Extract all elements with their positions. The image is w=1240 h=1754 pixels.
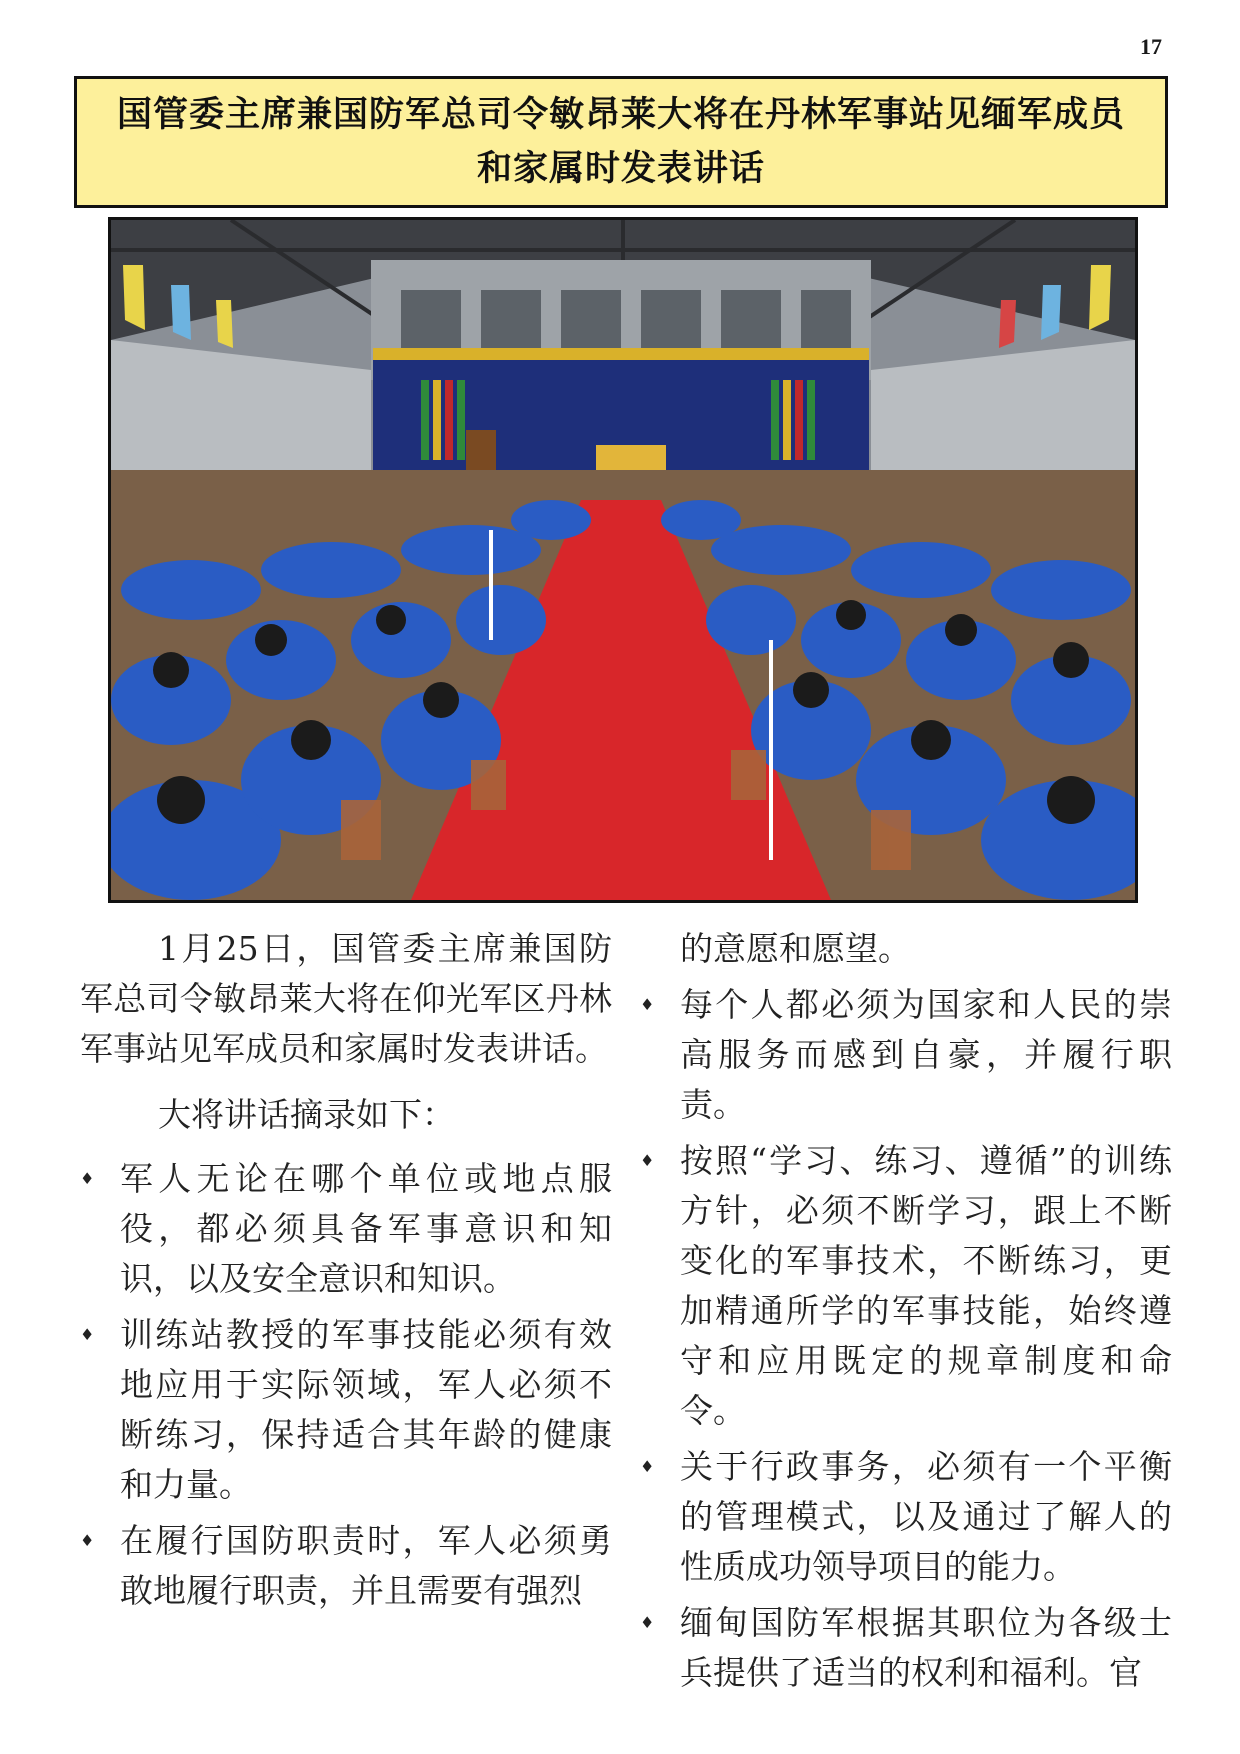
title-line-1: 国管委主席兼国防军总司令敏昂莱大将在丹林军事站见缅军成员 [116, 95, 1125, 135]
article-title-box [74, 76, 1168, 208]
list-item: ♦ 每个人都必须为国家和人民的崇高服务而感到自豪，并履行职责。 [640, 980, 1172, 1130]
list-item: ♦ 按照“学习、练习、遵循”的训练方针，必须不断学习，跟上不断变化的军事技术，不断练习，更加精通所学的军事技能，始终遵守和应用既定的规章制度和命令。 [640, 1136, 1172, 1436]
list-item: ♦ 在履行国防职责时，军人必须勇敢地履行职责，并且需要有强烈 [80, 1516, 612, 1616]
list-item: ♦ 训练站教授的军事技能必须有效地应用于实际领域，军人必须不断练习，保持适合其年龄的健康和力量。 [80, 1310, 612, 1510]
continued-text: 的意愿和愿望。 [680, 929, 911, 968]
list-item: ♦ 关于行政事务，必须有一个平衡的管理模式，以及通过了解人的性质成功领导项目的能力。 [640, 1442, 1172, 1592]
bullet-diamond-icon: ♦ [640, 1457, 655, 1476]
left-column [80, 924, 612, 1622]
bullet-diamond-icon: ♦ [80, 1325, 95, 1344]
auditorium-photo [108, 217, 1138, 903]
list-item: ♦ 缅甸国防军根据其职位为各级士兵提供了适当的权利和福利。官 [640, 1598, 1172, 1698]
bullet-diamond-icon: ♦ [80, 1169, 95, 1188]
excerpt-heading: 大将讲话摘录如下： [158, 1095, 455, 1134]
intro-paragraph: 1月25日，国管委主席兼国防军总司令敏昂莱大将在仰光军区丹林军事站见军成员和家属时发表讲话。 [80, 929, 612, 1068]
bullet-diamond-icon: ♦ [640, 1151, 655, 1170]
bullet-diamond-icon: ♦ [80, 1531, 95, 1550]
list-item: ♦ 军人无论在哪个单位或地点服役，都必须具备军事意识和知识，以及安全意识和知识。 [80, 1154, 612, 1304]
page-number: 17 [1140, 34, 1162, 59]
right-column [640, 924, 1172, 1704]
title-line-2: 和家属时发表讲话 [476, 149, 765, 189]
article-title [117, 88, 1125, 196]
bullet-diamond-icon: ♦ [640, 1613, 655, 1632]
photo-auditorium-image [111, 220, 1135, 900]
bullet-diamond-icon: ♦ [640, 995, 655, 1014]
